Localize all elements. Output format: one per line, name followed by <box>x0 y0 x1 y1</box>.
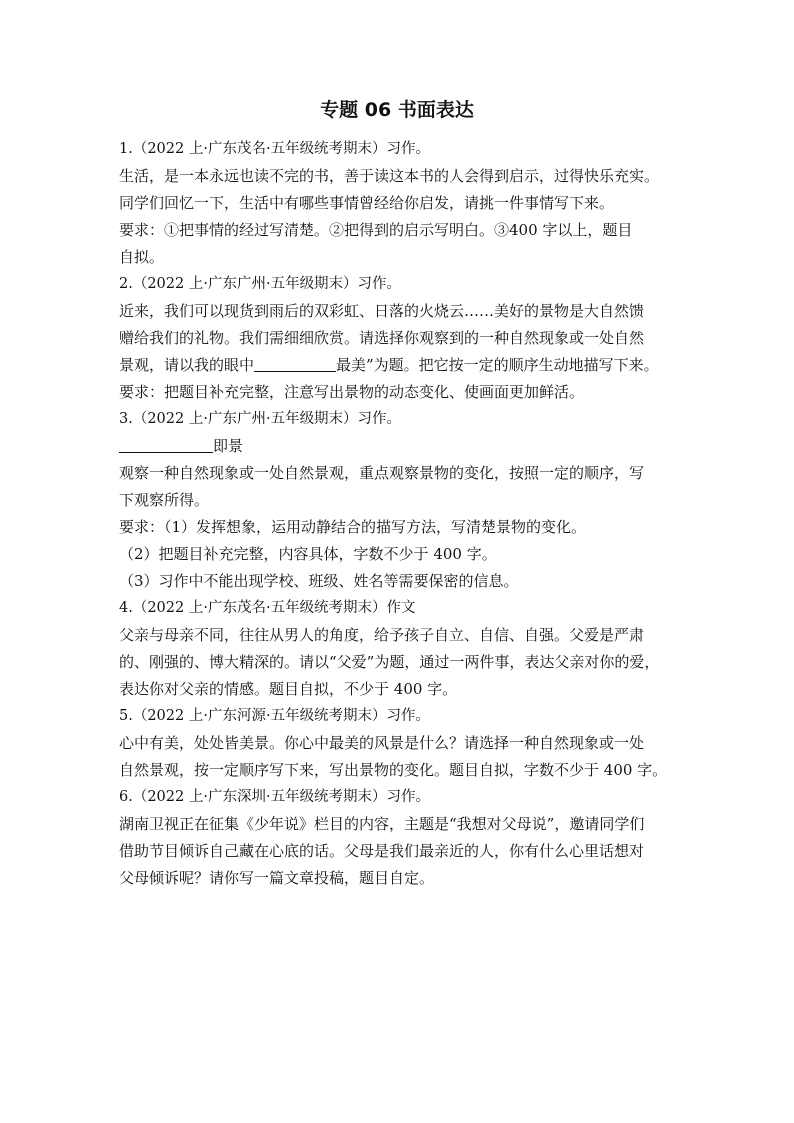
question-2-requirement: 要求：把题目补充完整，注意写出景物的动态变化、使画面更加鲜活。 <box>119 383 585 401</box>
question-4 <box>119 595 679 703</box>
question-6-line-3: 父母倾诉呢？请你写一篇文章投稿，题目自定。 <box>119 869 435 887</box>
question-6-line-1: 湖南卫视正在征集《少年说》栏目的内容，主题是“我想对父母说”，邀请同学们 <box>119 815 645 833</box>
question-5 <box>119 703 679 784</box>
question-4-heading: 4.（2022 上·广东茂名·五年级统考期末）作文 <box>119 600 416 616</box>
question-2-line-3-start: 景观，请以我的眼中 <box>119 356 255 374</box>
question-3-line-3: 要求：（1）发挥想象，运用动静结合的描写方法，写清楚景物的变化。 <box>119 518 587 536</box>
question-3-line-1: 观察一种自然现象或一处自然景观，重点观察景物的变化，按照一定的顺序，写 <box>119 464 645 482</box>
question-1-heading: 1.（2022 上·广东茂名·五年级统考期末）习作。 <box>119 141 431 157</box>
question-2-heading: 2.（2022 上·广东广州·五年级期末）习作。 <box>119 276 402 292</box>
question-3-line-5: （3）习作中不能出现学校、班级、姓名等需要保密的信息。 <box>119 572 519 590</box>
question-2 <box>119 271 679 406</box>
question-list <box>119 136 679 892</box>
question-3-line-2: 下观察所得。 <box>119 491 210 509</box>
question-3 <box>119 406 679 595</box>
page-title: 专题 06 书面表达 <box>320 99 474 121</box>
question-1-line-4: 自拟。 <box>119 248 165 266</box>
question-2-line-1: 近来，我们可以现货到雨后的双彩虹、日落的火烧云……美好的景物是大自然馈 <box>119 302 645 320</box>
question-6-line-2: 借助节目倾诉自己藏在心底的话。父母是我们最亲近的人，你有什么心里话想对 <box>119 842 645 860</box>
question-6 <box>119 784 679 892</box>
fill-in-blank <box>254 355 336 372</box>
question-2-line-2: 赠给我们的礼物。我们需细细欣赏。请选择你观察到的一种自然现象或一处自然 <box>119 329 645 347</box>
question-4-line-2: 的、刚强的、博大精深的。请以“父爱”为题，通过一两件事，表达父亲对你的爱， <box>119 653 660 671</box>
question-5-line-1: 心中有美，处处皆美景。你心中最美的风景是什么？请选择一种自然现象或一处 <box>119 734 645 752</box>
question-2-line-3-end: 最美”为题。把它按一定的顺序生动地描写下来。 <box>336 356 659 374</box>
question-4-line-1: 父亲与母亲不同，往往从男人的角度，给予孩子自立、自信、自强。父爱是严肃 <box>119 626 645 644</box>
question-3-line-4: （2）把题目补充完整，内容具体，字数不少于 400 字。 <box>119 545 497 563</box>
question-4-line-3: 表达你对父亲的情感。题目自拟，不少于 400 字。 <box>119 680 458 698</box>
question-1-line-2: 同学们回忆一下，生活中有哪些事情曾经给你启发，请挑一件事情写下来。 <box>119 194 615 212</box>
question-5-heading: 5.（2022 上·广东河源·五年级统考期末）习作。 <box>119 708 431 724</box>
question-3-title-suffix: 即景 <box>213 437 244 455</box>
question-1-line-1: 生活，是一本永远也读不完的书，善于读这本书的人会得到启示，过得快乐充实。 <box>119 167 660 185</box>
question-3-heading: 3.（2022 上·广东广州·五年级期末）习作。 <box>119 411 402 427</box>
question-5-line-2: 自然景观，按一定顺序写下来，写出景物的变化。题目自拟，字数不少于 400 字。 <box>119 761 668 779</box>
question-2-line-3 <box>119 352 679 379</box>
question-1-line-3: 要求：①把事情的经过写清楚。②把得到的启示写明白。③400 字以上，题目 <box>119 221 633 239</box>
question-3-title-line <box>119 433 679 460</box>
fill-in-blank <box>119 436 213 453</box>
question-1 <box>119 136 679 271</box>
question-6-heading: 6.（2022 上·广东深圳·五年级统考期末）习作。 <box>119 789 431 805</box>
